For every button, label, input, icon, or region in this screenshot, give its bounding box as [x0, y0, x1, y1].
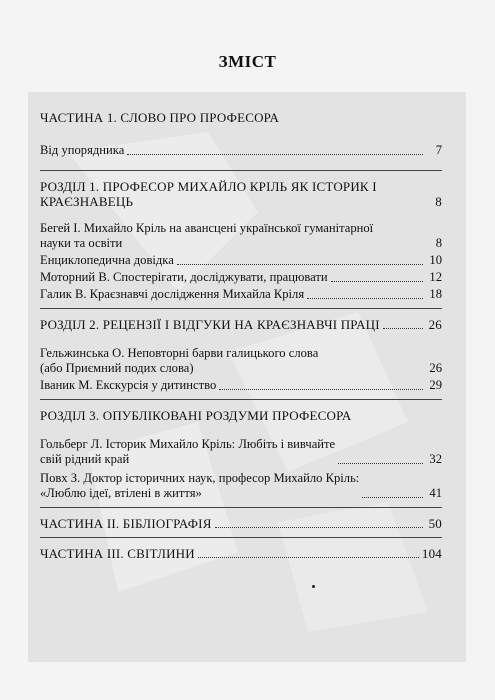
- leader-dots: [307, 298, 423, 299]
- divider: [40, 308, 442, 309]
- toc-page: 18: [429, 287, 442, 301]
- leader-dots: [215, 527, 423, 528]
- leader-dots: [362, 497, 423, 498]
- toc-page: 12: [429, 270, 442, 284]
- toc-page: 32: [429, 452, 442, 466]
- toc-label-line: РОЗДІЛ 1. ПРОФЕСОР МИХАЙЛО КРІЛЬ ЯК ІСТОРИК І: [40, 179, 377, 194]
- toc-page: 26: [429, 361, 442, 375]
- toc-label-line: «Люблю ідеї, втілені в життя»: [40, 486, 202, 500]
- toc-item[interactable]: [40, 270, 442, 285]
- divider: [40, 170, 442, 171]
- toc-page: 8: [435, 236, 442, 250]
- toc-part-2[interactable]: [40, 516, 442, 531]
- toc-label: РОЗДІЛ 2. РЕЦЕНЗІЇ І ВІДГУКИ НА КРАЄЗНАВЧІ ПРАЦІ: [40, 317, 380, 332]
- toc-label-line: КРАЄЗНАВЕЦЬ: [40, 194, 134, 209]
- toc-label: Галик В. Краєзнавчі дослідження Михайла Кріля: [40, 287, 305, 301]
- toc-label-line: науки та освіти: [40, 236, 123, 250]
- toc-part-3[interactable]: [40, 546, 442, 561]
- divider: [40, 537, 442, 538]
- toc-part-1[interactable]: [40, 110, 442, 125]
- toc-item[interactable]: [40, 221, 442, 251]
- leader-dots: [127, 154, 423, 155]
- leader-dots: [331, 281, 423, 282]
- toc-item[interactable]: [40, 287, 442, 302]
- toc-item[interactable]: [40, 143, 442, 158]
- toc-label: Іваник М. Екскурсія у дитинство: [40, 378, 217, 392]
- toc-label: Від упорядника: [40, 143, 125, 157]
- toc-page: 104: [421, 546, 442, 561]
- leader-dots: [383, 328, 423, 329]
- toc-label: Моторний В. Спостерігати, досліджувати, працювати: [40, 270, 328, 284]
- toc-label: ЧАСТИНА 1. СЛОВО ПРО ПРОФЕСОРА: [40, 110, 280, 125]
- toc-section-1[interactable]: [40, 179, 442, 209]
- toc-page: 29: [429, 378, 442, 392]
- divider: [40, 399, 442, 400]
- toc-label-line: Гельжинська О. Неповторні барви галицького слова: [40, 346, 319, 360]
- toc-section-3[interactable]: [40, 408, 442, 423]
- toc-section-2[interactable]: [40, 317, 442, 332]
- toc-page: 8: [435, 194, 442, 209]
- toc-label: Енциклопедична довідка: [40, 253, 174, 267]
- page-title: ЗМІСТ: [218, 52, 277, 71]
- toc-label-line: (або Приємний подих слова): [40, 361, 194, 375]
- leader-dots: [177, 264, 423, 265]
- table-of-contents: [40, 110, 442, 561]
- leader-dots: [338, 463, 423, 464]
- toc-label: ЧАСТИНА ІІ. БІБЛІОГРАФІЯ: [40, 516, 212, 531]
- toc-page: 10: [429, 253, 442, 267]
- toc-label-line: Бегей І. Михайло Кріль на авансцені української гуманітарної: [40, 221, 374, 235]
- leader-dots: [198, 557, 419, 558]
- toc-item[interactable]: [40, 253, 442, 268]
- toc-item[interactable]: [40, 471, 442, 501]
- toc-page: 26: [428, 317, 442, 332]
- divider: [40, 507, 442, 508]
- toc-label-line: Гольберг Л. Історик Михайло Кріль: Любіть і вивчайте: [40, 437, 336, 451]
- toc-page: 41: [429, 486, 442, 500]
- leader-dots: [219, 389, 423, 390]
- toc-label: ЧАСТИНА ІІІ. СВІТЛИНИ: [40, 546, 195, 561]
- toc-label-line: свій рідний край: [40, 452, 130, 466]
- toc-label: РОЗДІЛ 3. ОПУБЛІКОВАНІ РОЗДУМИ ПРОФЕСОРА: [40, 408, 352, 423]
- toc-item[interactable]: [40, 437, 442, 467]
- toc-item[interactable]: [40, 346, 442, 376]
- toc-label-line: Повх З. Доктор історичних наук, професор Михайло Кріль:: [40, 471, 360, 485]
- toc-page: 7: [435, 143, 442, 157]
- toc-page: 50: [428, 516, 442, 531]
- stray-mark: [312, 585, 315, 588]
- toc-item[interactable]: [40, 378, 442, 393]
